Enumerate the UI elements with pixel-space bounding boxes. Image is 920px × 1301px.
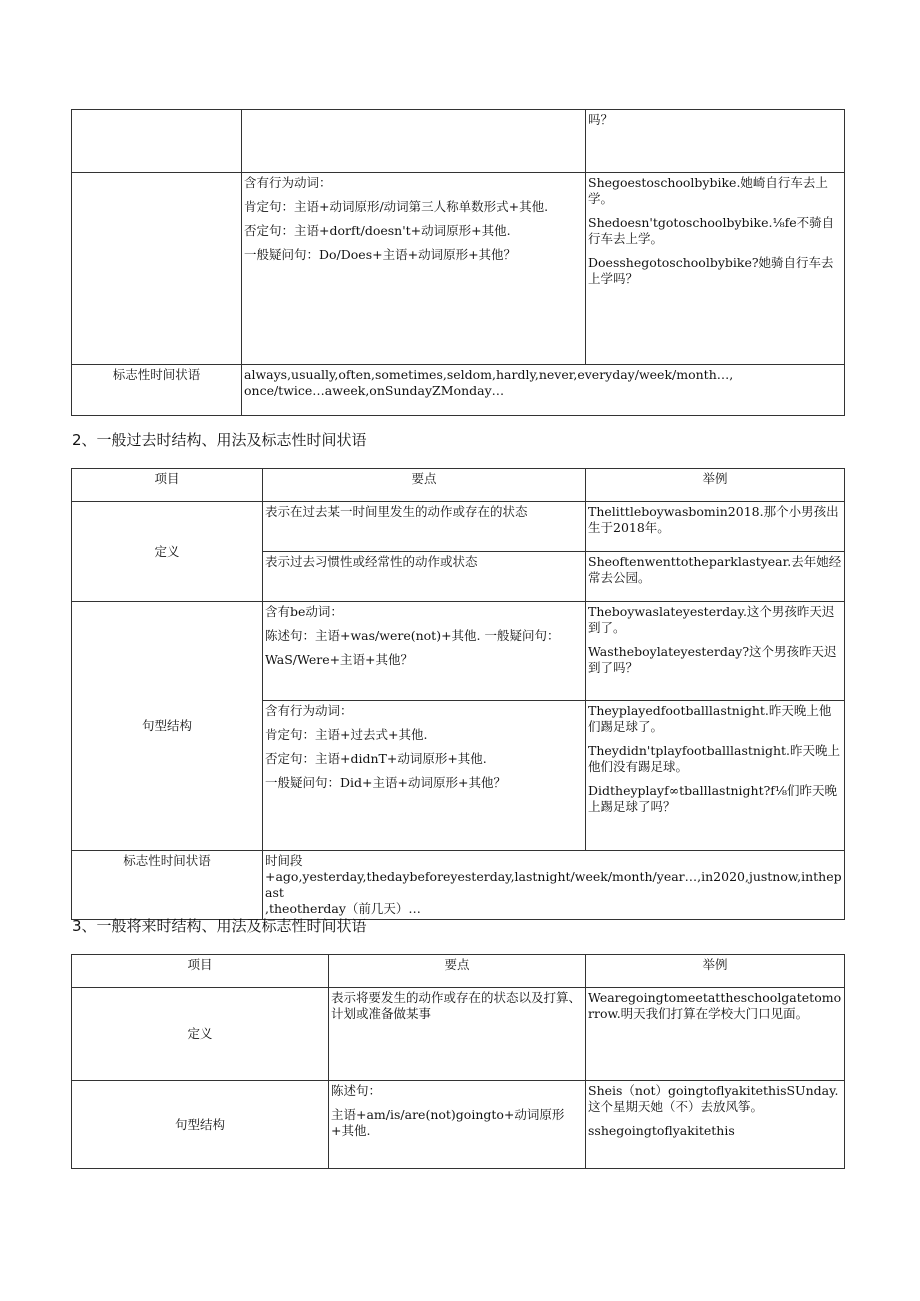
section-heading-past: 2、一般过去时结构、用法及标志性时间状语 — [72, 431, 367, 449]
structure-line: 含有be动词： — [265, 604, 343, 619]
time-line: once/twice…aweek,onSundayZMonday… — [244, 383, 505, 398]
header-item: 项目 — [72, 955, 329, 988]
structure-label: 句型结构 — [72, 1081, 329, 1169]
definition-example: Sheoftenwenttotheparklastyear.去年她经常去公园。 — [586, 552, 845, 602]
example-cell — [586, 602, 845, 701]
past-tense-table — [71, 468, 845, 920]
structure-line: WaS/Were+主语+其他？ — [265, 652, 414, 667]
time-adverbial-cell — [263, 851, 845, 920]
structure-cell — [263, 602, 586, 701]
example-text: Theboywaslateyesterday.这个男孩昨天迟到了。 — [588, 604, 835, 635]
structure-line: 一般疑问句：Did+主语+动词原形+其他？ — [265, 775, 506, 790]
definition-point: 表示过去习惯性或经常性的动作或状态 — [263, 552, 586, 602]
example-text: Theyplayedfootballlastnight.昨天晚上他们踢足球了。 — [588, 703, 832, 734]
structure-line: 一般疑问句：Do/Does+主语+动词原形+其他？ — [244, 247, 517, 262]
example-text: Didtheyplayf∞tballlastnight?f⅛们昨天晚上踢足球了吗？ — [588, 783, 838, 814]
definition-point: 表示在过去某一时间里发生的动作或存在的状态 — [263, 502, 586, 552]
structure-line: 主语+am/is/are(not)goingto+动词原形+其他. — [331, 1107, 565, 1138]
structure-line: 陈述句：主语+was/were(not)+其他. 一般疑问句： — [265, 628, 560, 643]
time-adverbial-label: 标志性时间状语 — [72, 365, 242, 416]
example-text: Theydidn'tplayfootballlastnight.昨天晚上他们没有踢足球。 — [588, 743, 841, 774]
structure-cell — [263, 701, 586, 851]
definition-example: Wearegoingtomeetattheschoolgatetomorrow.明天我们打算在学校大门口见面。 — [586, 988, 845, 1081]
definition-label: 定义 — [72, 502, 263, 602]
time-adverbial-label: 标志性时间状语 — [72, 851, 263, 920]
empty-cell — [72, 110, 242, 173]
time-line: 时间段 — [265, 853, 303, 868]
definition-example: Thelittleboywasbomin2018.那个小男孩出生于2018年。 — [586, 502, 845, 552]
structure-line: 含有行为动词： — [265, 703, 353, 718]
structure-line: 陈述句： — [331, 1083, 382, 1098]
time-line: ,theotherday（前几天）… — [265, 901, 421, 916]
structure-line: 肯定句：主语+过去式+其他. — [265, 727, 428, 742]
example-text: Shedoesn'tgotoschoolbybike.⅛fe不骑自行车去上学。 — [588, 215, 835, 246]
time-line: +ago,yesterday,thedaybeforeyesterday,lastnight/week/month/year…,in2020,justnow,inthepast — [265, 869, 842, 900]
header-example: 举例 — [586, 955, 845, 988]
structure-line: 肯定句：主语+动词原形/动词第三人称单数形式+其他. — [244, 199, 549, 214]
example-cell — [586, 701, 845, 851]
header-point: 要点 — [329, 955, 586, 988]
header-item: 项目 — [72, 469, 263, 502]
structure-cell — [242, 173, 586, 365]
example-text: Sheis（not）goingtoflyakitethisSUnday.这个星期天她（不）去放风筝。 — [588, 1083, 839, 1114]
header-point: 要点 — [263, 469, 586, 502]
example-cell — [586, 1081, 845, 1169]
empty-cell — [72, 173, 242, 365]
section-heading-future: 3、一般将来时结构、用法及标志性时间状语 — [72, 917, 367, 935]
example-text: 吗？ — [588, 112, 614, 127]
structure-line: 含有行为动词： — [244, 175, 332, 190]
example-text: Shegoestoschoolbybike.她崎自行车去上学。 — [588, 175, 828, 206]
definition-point: 表示将要发生的动作或存在的状态以及打算、计划或准备做某事 — [329, 988, 586, 1081]
time-adverbial-cell — [242, 365, 845, 416]
example-cell — [586, 110, 845, 173]
example-text: Doesshegotoschoolbybike?她骑自行车去上学吗？ — [588, 255, 834, 286]
present-tense-table — [71, 109, 845, 416]
example-cell — [586, 173, 845, 365]
definition-label: 定义 — [72, 988, 329, 1081]
empty-cell — [242, 110, 586, 173]
example-text: sshegoingtoflyakitethis — [588, 1123, 735, 1138]
structure-line: 否定句：主语+didnT+动词原形+其他. — [265, 751, 487, 766]
structure-line: 否定句：主语+dorft/doesn't+动词原形+其他. — [244, 223, 511, 238]
example-text: Wastheboylateyesterday?这个男孩昨天迟到了吗？ — [588, 644, 837, 675]
header-example: 举例 — [586, 469, 845, 502]
future-tense-table — [71, 954, 845, 1169]
time-line: always,usually,often,sometimes,seldom,hardly,never,everyday/week/month…, — [244, 367, 734, 382]
structure-label: 句型结构 — [72, 602, 263, 851]
structure-cell — [329, 1081, 586, 1169]
